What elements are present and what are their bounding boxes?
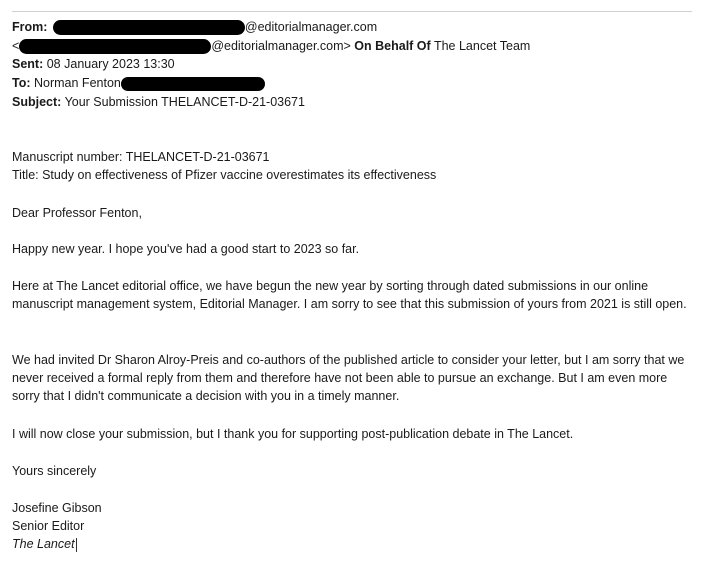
redacted-sender-name	[53, 20, 245, 35]
subject-label: Subject:	[12, 95, 62, 109]
on-behalf-value: The Lancet Team	[433, 39, 531, 53]
sent-value: 08 January 2023 13:30	[46, 57, 175, 71]
signature-role: Senior Editor	[12, 519, 85, 533]
signature-name: Josefine Gibson	[12, 501, 102, 515]
paragraph-4: I will now close your submission, but I thank you for supporting post-publication debate in The Lancet.	[12, 427, 574, 441]
to-label: To:	[12, 76, 31, 90]
signature-publication-line	[12, 535, 77, 553]
from-label: From:	[12, 20, 48, 34]
redacted-sender-address	[19, 39, 211, 54]
signature-publication: The Lancet	[12, 537, 75, 551]
from-address-domain: @editorialmanager.com>	[211, 39, 351, 53]
to-line	[12, 74, 265, 92]
subject-value: Your Submission THELANCET-D-21-03671	[64, 95, 305, 109]
paragraph-1: Happy new year. I hope you've had a good start to 2023 so far.	[12, 242, 360, 256]
on-behalf-label: On Behalf Of	[354, 39, 431, 53]
sent-label: Sent:	[12, 57, 44, 71]
redacted-recipient-address	[121, 77, 265, 91]
paragraph-3: We had invited Dr Sharon Alroy-Preis and co-authors of the published article to consider your letter, but I am sorry that we never received a formal reply from them and therefore have not been able to pursue an exchange. But I am even more sorry that I didn't communicate a decision with you in a timely manner.	[12, 353, 685, 403]
greeting: Dear Professor Fenton,	[12, 206, 142, 220]
from-address-prefix: <	[12, 39, 20, 53]
subject-line	[12, 93, 305, 111]
to-value: Norman Fenton	[34, 76, 121, 90]
text-cursor	[76, 538, 77, 552]
sent-line	[12, 55, 175, 73]
from-address-line	[12, 37, 530, 55]
from-domain: @editorialmanager.com	[244, 20, 378, 34]
closing: Yours sincerely	[12, 464, 97, 478]
manuscript-number: Manuscript number: THELANCET-D-21-03671	[12, 150, 270, 164]
manuscript-title: Title: Study on effectiveness of Pfizer vaccine overestimates its effectiveness	[12, 168, 437, 182]
from-line	[12, 18, 377, 36]
paragraph-2: Here at The Lancet editorial office, we have begun the new year by sorting through dated submissions in our online manuscript management system, Editorial Manager. I am sorry to see that this submission of yours from 2021 is still open.	[12, 279, 687, 311]
header-divider	[12, 11, 692, 12]
